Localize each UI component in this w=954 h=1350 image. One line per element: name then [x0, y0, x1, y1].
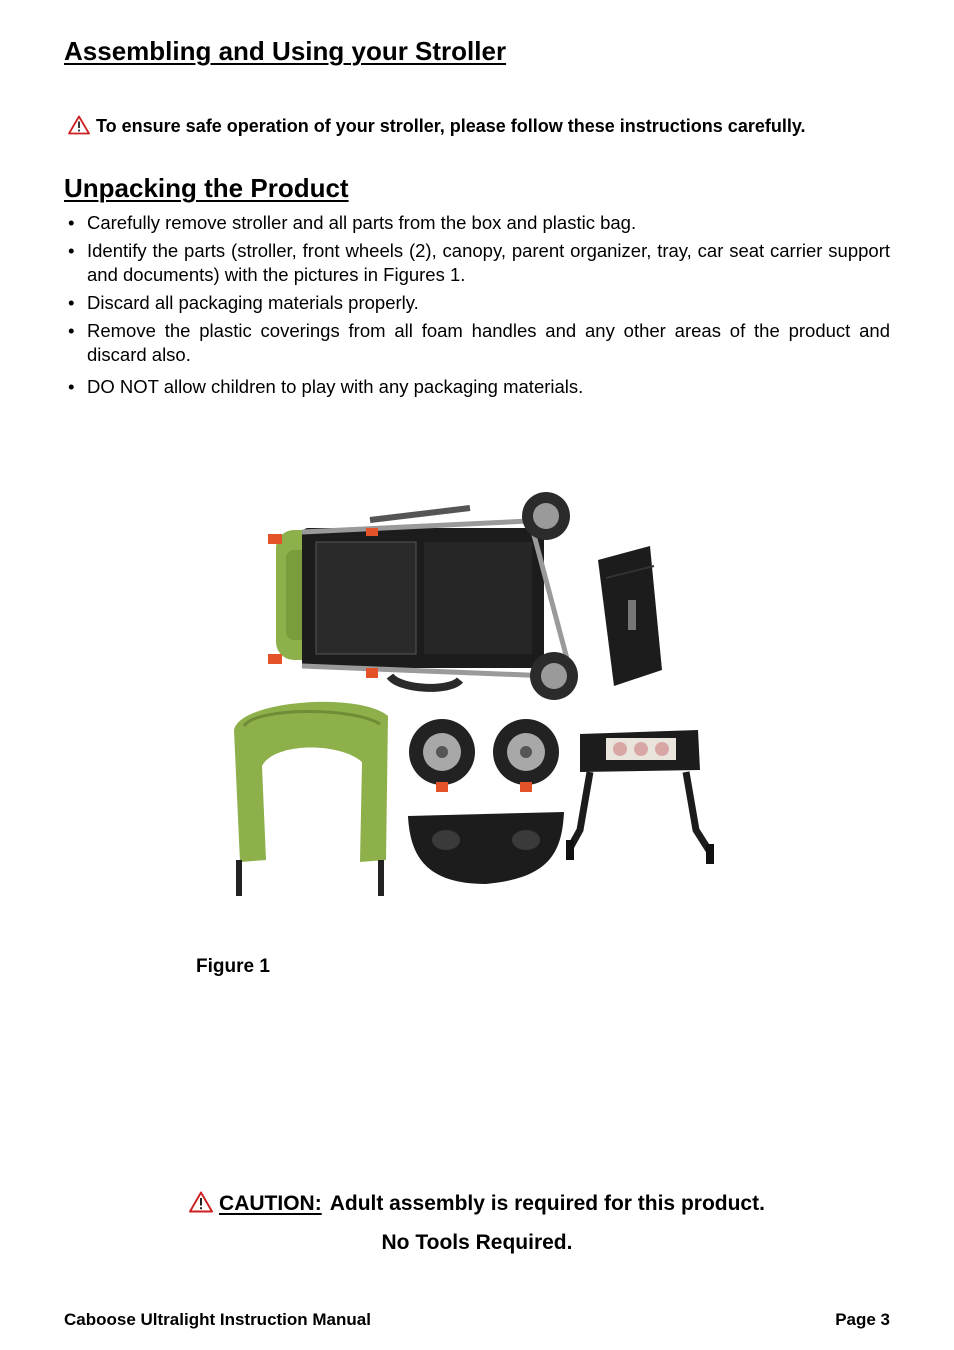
front-wheel-image: [493, 719, 559, 792]
safety-note: [68, 115, 806, 140]
safety-note-text: To ensure safe operation of your stroller, please follow these instructions carefully.: [96, 116, 806, 136]
footer-manual-title: Caboose Ultralight Instruction Manual: [64, 1310, 371, 1329]
list-item: • DO NOT allow children to play with any packaging materials.: [68, 376, 584, 397]
unpacking-list: [66, 211, 890, 403]
footer-page-number: Page 3: [835, 1310, 890, 1329]
warning-triangle-icon: [189, 1191, 213, 1219]
no-tools-notice: No Tools Required.: [381, 1231, 573, 1254]
list-item: • Identify the parts (stroller, front wheels (2), canopy, parent organizer, tray, car seat carrier support and documents) with the pictures in Figures 1.: [68, 240, 890, 285]
tray-image: [408, 812, 564, 884]
list-item: • Carefully remove stroller and all parts from the box and plastic bag.: [68, 212, 637, 233]
list-item: • Discard all packaging materials properly.: [68, 292, 419, 313]
warning-triangle-icon: [68, 115, 90, 140]
stroller-frame-image: [268, 492, 578, 700]
caution-notice: [0, 1191, 954, 1219]
canopy-image: [234, 702, 388, 896]
page-title: Assembling and Using your Stroller: [64, 36, 507, 66]
section-title: Unpacking the Product: [64, 173, 349, 203]
car-seat-carrier-support-image: [566, 730, 714, 864]
front-wheel-image: [409, 719, 475, 792]
caution-label: CAUTION:: [219, 1192, 322, 1215]
caution-text: Adult assembly is required for this product.: [329, 1192, 765, 1215]
stroller-parts-figure: [210, 480, 750, 920]
parent-organizer-image: [598, 546, 662, 686]
list-item: • Remove the plastic coverings from all foam handles and any other areas of the product and discard also.: [68, 320, 890, 365]
figure-caption: Figure 1: [196, 956, 270, 977]
